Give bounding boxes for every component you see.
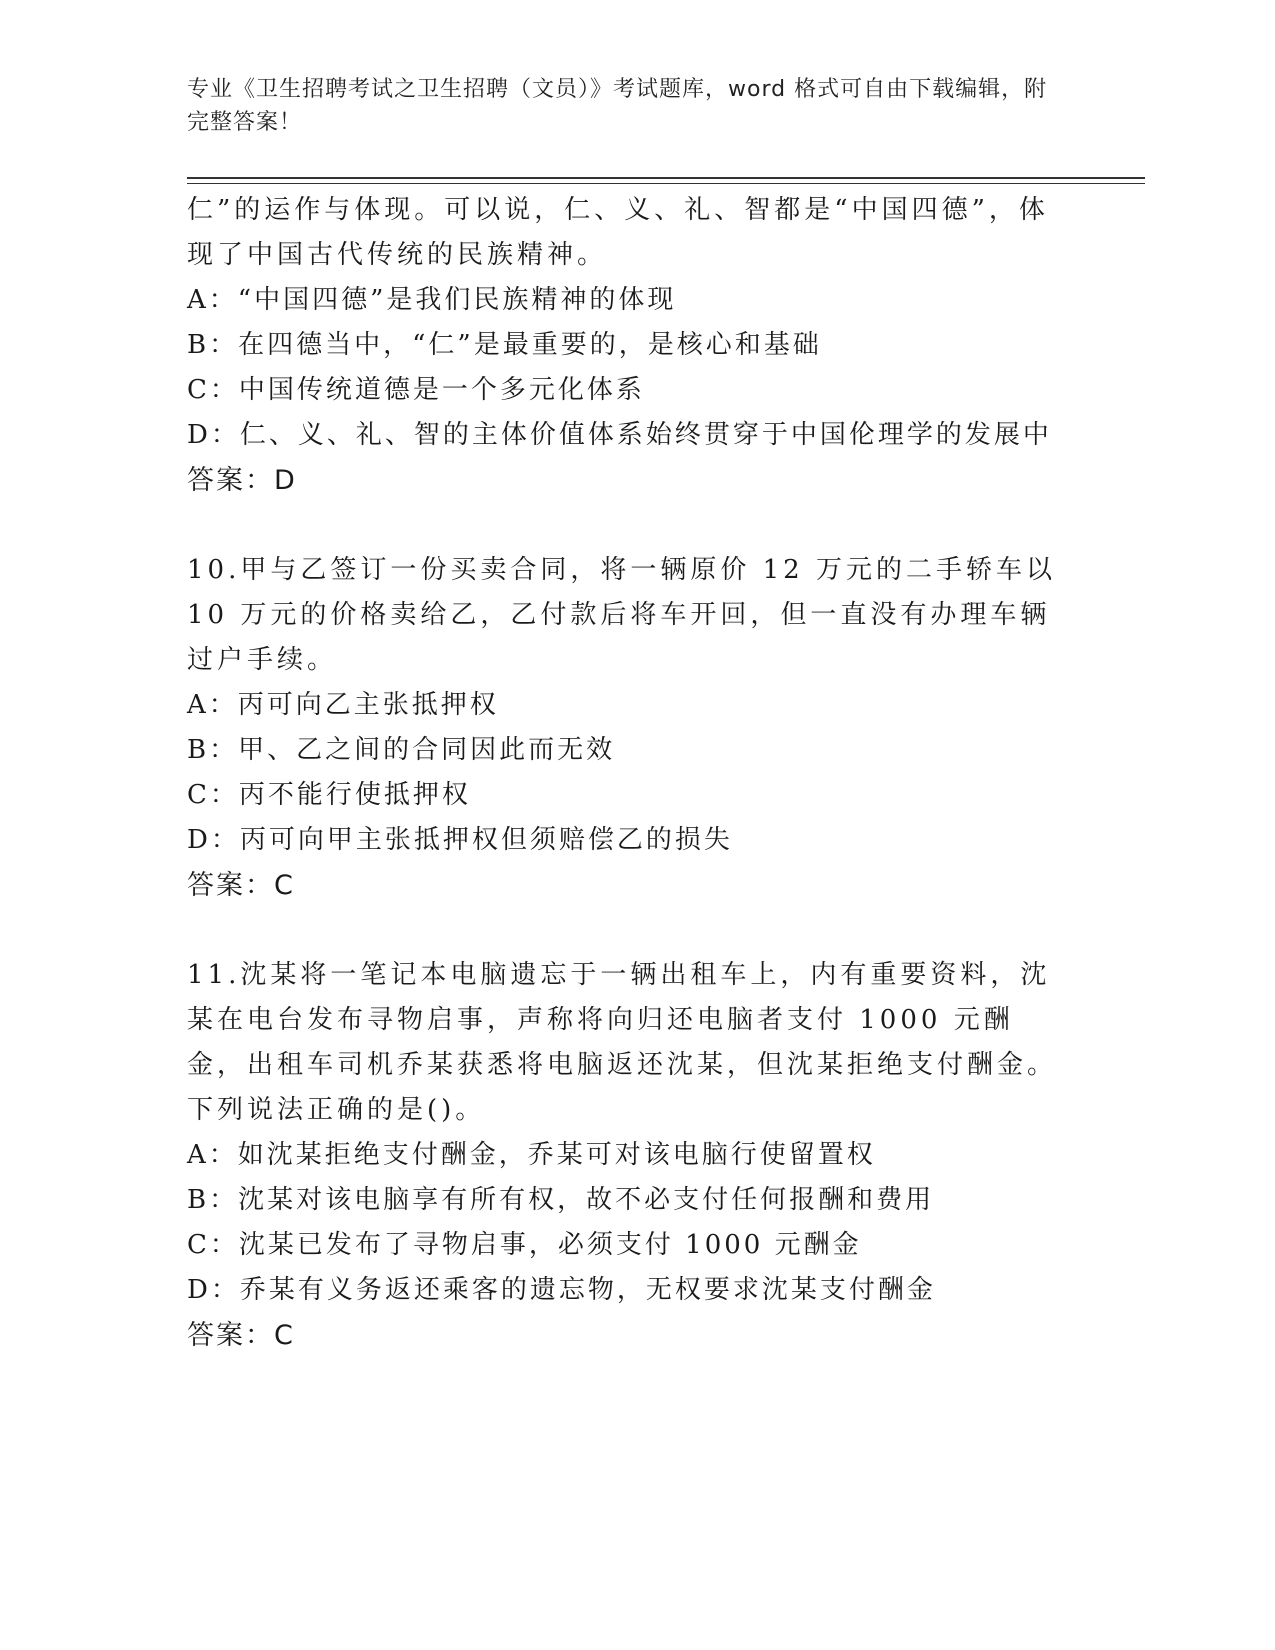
header-rule-thick bbox=[187, 177, 1145, 179]
option-c: C：中国传统道德是一个多元化体系 bbox=[187, 375, 645, 405]
answer: 答案：C bbox=[187, 870, 295, 901]
option-d: D：乔某有义务返还乘客的遗忘物，无权要求沈某支付酬金 bbox=[187, 1275, 936, 1305]
option-b: B：在四德当中，“仁”是最重要的，是核心和基础 bbox=[187, 330, 822, 360]
document-header: 专业《卫生招聘考试之卫生招聘（文员）》考试题库，word 格式可自由下载编辑，附完整答案！ bbox=[187, 77, 1048, 135]
question-text: 11.沈某将一笔记本电脑遗忘于一辆出租车上，内有重要资料，沈某在电台发布寻物启事，声称将向归还电脑者支付 1000 元酬金，出租车司机乔某获悉将电脑返还沈某，但沈某拒绝支付酬金。下列说法正确的是()。 bbox=[187, 960, 1058, 1125]
question-block-11 bbox=[187, 953, 1067, 1358]
option-d: D：仁、义、礼、智的主体价值体系始终贯穿于中国伦理学的发展中 bbox=[187, 420, 1052, 450]
option-c: C：沈某已发布了寻物启事，必须支付 1000 元酬金 bbox=[187, 1230, 862, 1260]
option-a: A：丙可向乙主张抵押权 bbox=[187, 690, 499, 720]
header-rule-thin bbox=[187, 183, 1145, 184]
option-a: A：如沈某拒绝支付酬金，乔某可对该电脑行使留置权 bbox=[187, 1140, 876, 1170]
question-text: 10.甲与乙签订一份买卖合同，将一辆原价 12 万元的二手轿车以 10 万元的价格卖给乙，乙付款后将车开回，但一直没有办理车辆过户手续。 bbox=[187, 555, 1056, 675]
answer: 答案：D bbox=[187, 465, 297, 496]
option-c: C：丙不能行使抵押权 bbox=[187, 780, 471, 810]
spacer bbox=[187, 908, 1067, 953]
option-d: D：丙可向甲主张抵押权但须赔偿乙的损失 bbox=[187, 825, 733, 855]
question-block-continued bbox=[187, 188, 1067, 503]
option-b: B：甲、乙之间的合同因此而无效 bbox=[187, 735, 616, 765]
answer: 答案：C bbox=[187, 1320, 295, 1351]
spacer bbox=[187, 503, 1067, 548]
question-block-10 bbox=[187, 548, 1067, 908]
option-b: B：沈某对该电脑享有所有权，故不必支付任何报酬和费用 bbox=[187, 1185, 935, 1215]
option-a: A：“中国四德”是我们民族精神的体现 bbox=[187, 285, 677, 315]
question-text: 仁”的运作与体现。可以说，仁、义、礼、智都是“中国四德”，体现了中国古代传统的民族精神。 bbox=[187, 195, 1049, 270]
document-body bbox=[187, 188, 1067, 1358]
